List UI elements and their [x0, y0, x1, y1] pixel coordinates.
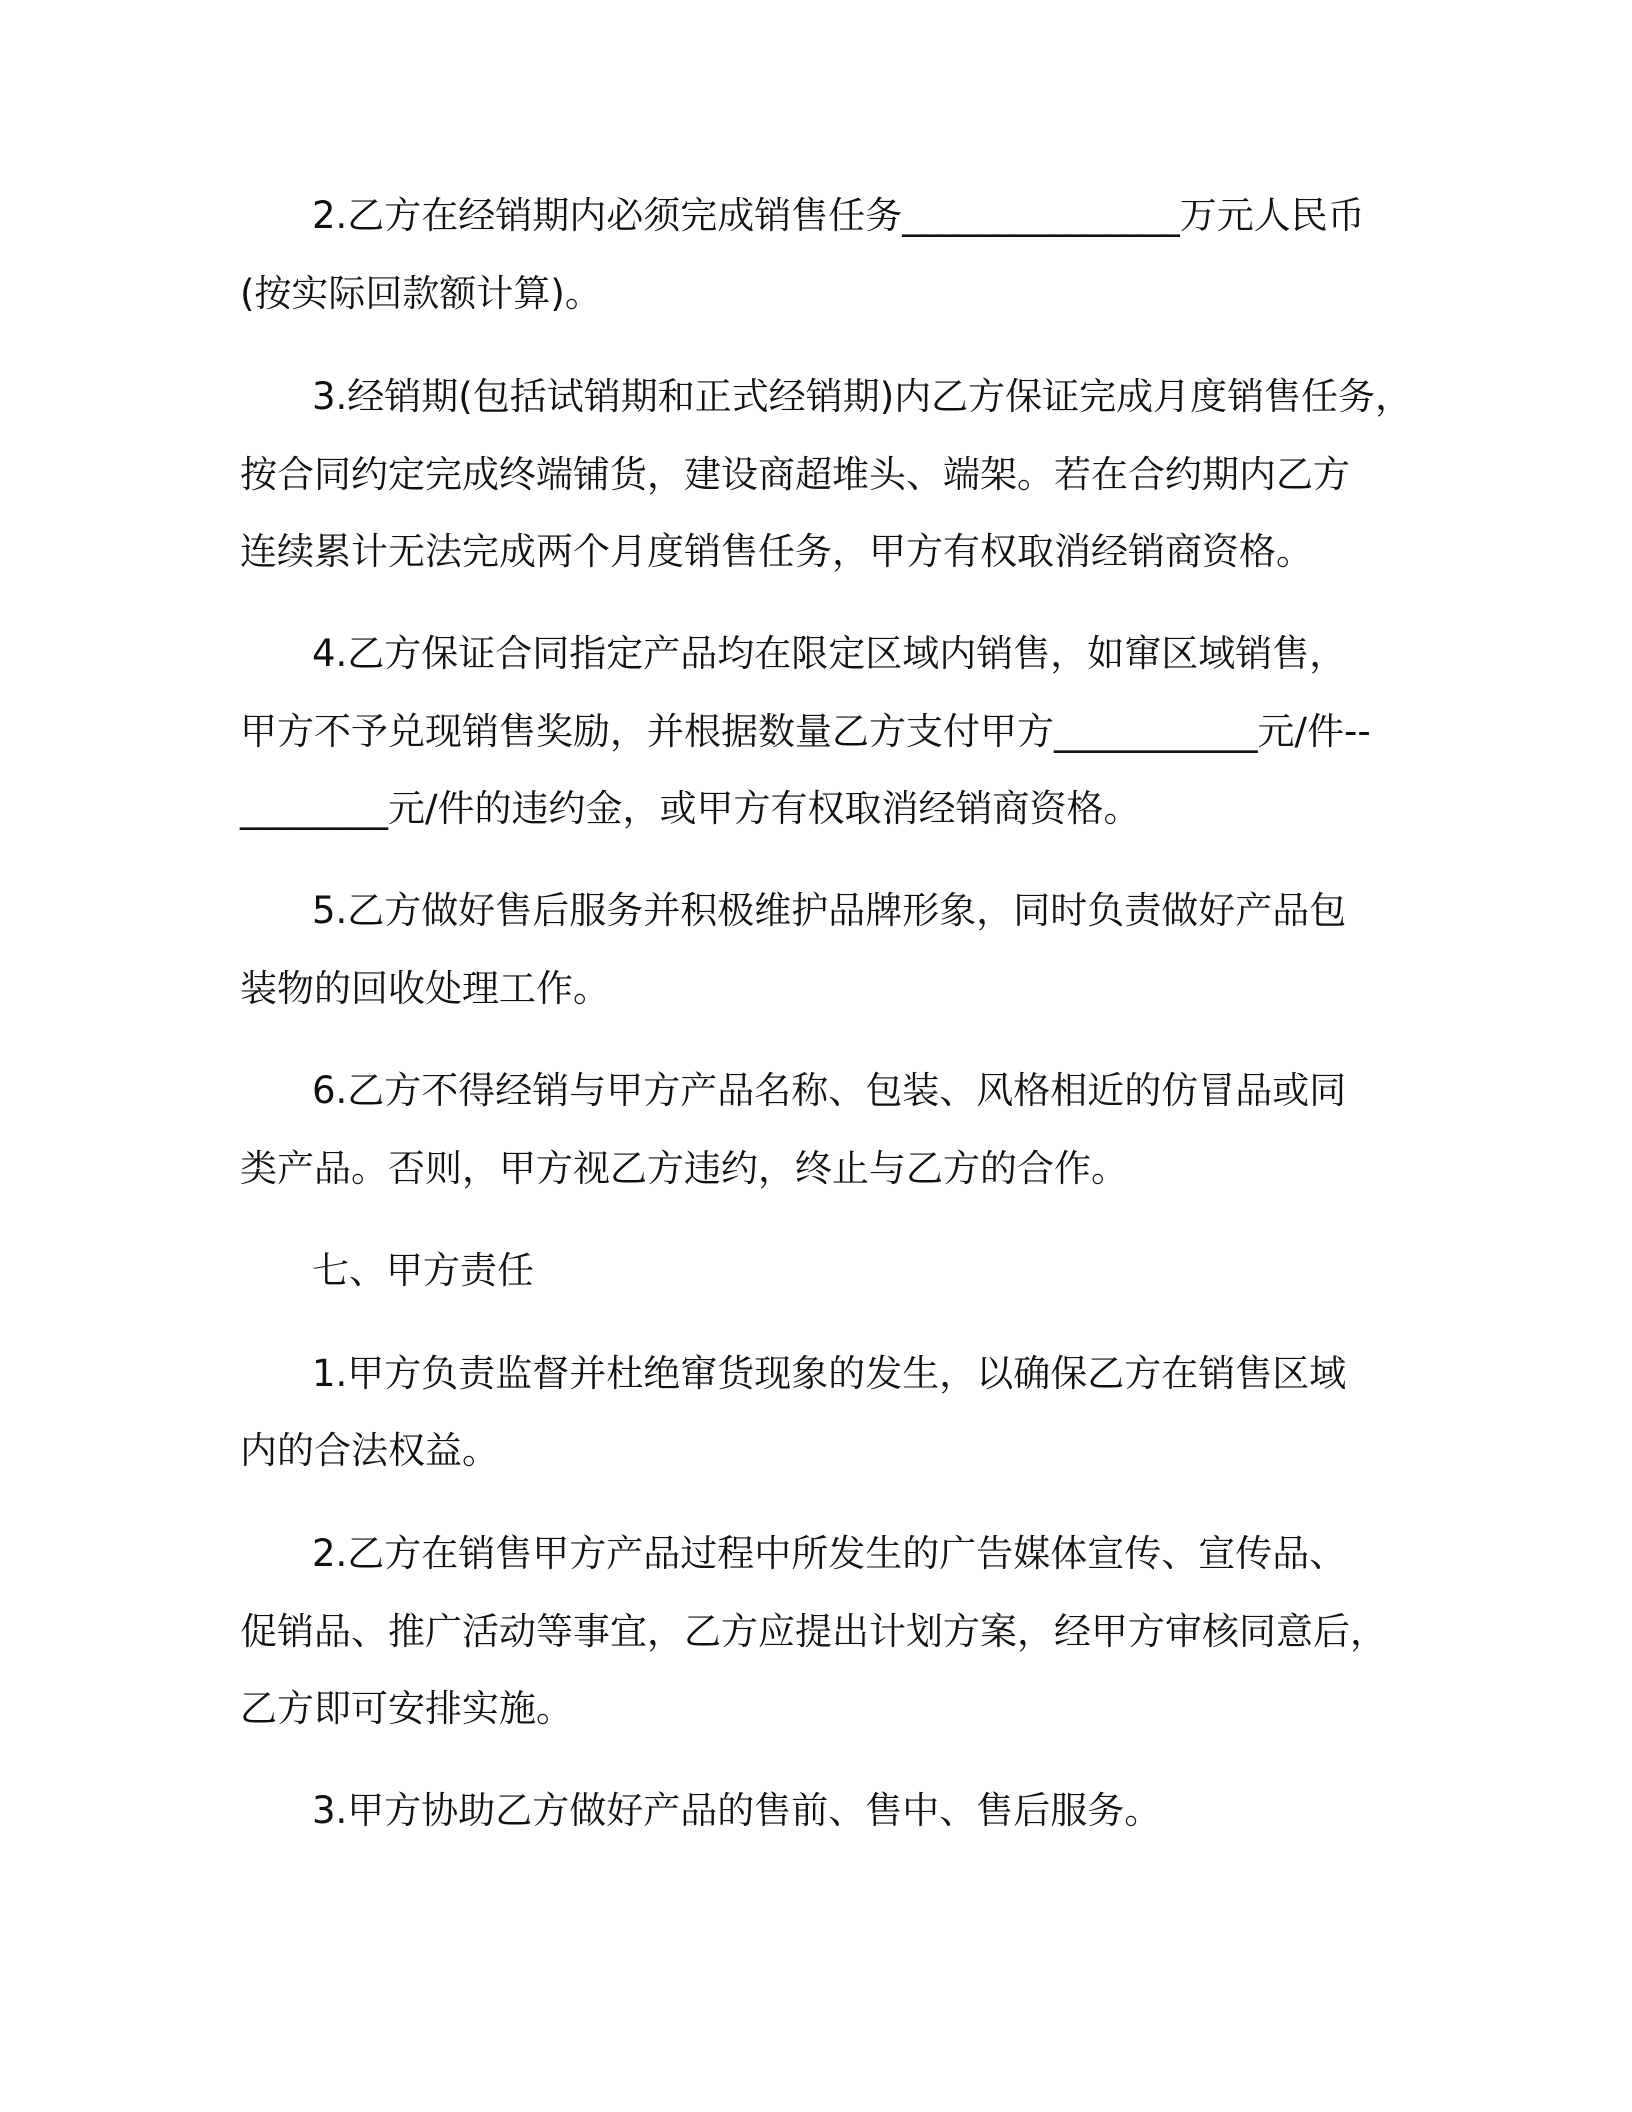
paragraph-3-line-1: 3.经销期(包括试销期和正式经销期)内乙方保证完成月度销售任务，: [312, 375, 1413, 418]
paragraph-4-line-3: ________元/件的违约金，或甲方有权取消经销商资格。: [240, 787, 1141, 830]
section-7-paragraph-2-line-3: 乙方即可安排实施。: [240, 1687, 573, 1730]
paragraph-6-line-2: 类产品。否则，甲方视乙方违约，终止与乙方的合作。: [240, 1147, 1128, 1190]
paragraph-3-line-2: 按合同约定完成终端铺货，建设商超堆头、端架。若在合约期内乙方: [240, 453, 1350, 496]
section-7-heading: 七、甲方责任: [312, 1249, 534, 1292]
section-7-paragraph-2-line-1: 2.乙方在销售甲方产品过程中所发生的广告媒体宣传、宣传品、: [312, 1532, 1347, 1575]
paragraph-3-line-3: 连续累计无法完成两个月度销售任务，甲方有权取消经销商资格。: [240, 530, 1313, 573]
paragraph-5-line-2: 装物的回收处理工作。: [240, 967, 610, 1010]
paragraph-4-line-2: 甲方不予兑现销售奖励，并根据数量乙方支付甲方___________元/件--: [240, 710, 1371, 753]
paragraph-5-line-1: 5.乙方做好售后服务并积极维护品牌形象，同时负责做好产品包: [312, 889, 1347, 932]
section-7-paragraph-1-line-2: 内的合法权益。: [240, 1429, 499, 1472]
paragraph-6-line-1: 6.乙方不得经销与甲方产品名称、包装、风格相近的仿冒品或同: [312, 1069, 1347, 1112]
section-7-paragraph-2-line-2: 促销品、推广活动等事宜，乙方应提出计划方案，经甲方审核同意后，: [240, 1610, 1387, 1653]
paragraph-2-line-2: (按实际回款额计算)。: [240, 272, 602, 315]
section-7-paragraph-1-line-1: 1.甲方负责监督并杜绝窜货现象的发生，以确保乙方在销售区域: [312, 1352, 1347, 1395]
paragraph-2-line-1: 2.乙方在经销期内必须完成销售任务_______________万元人民币: [312, 194, 1365, 237]
paragraph-4-line-1: 4.乙方保证合同指定产品均在限定区域内销售，如窜区域销售，: [312, 632, 1347, 675]
section-7-paragraph-3-line-1: 3.甲方协助乙方做好产品的售前、售中、售后服务。: [312, 1789, 1162, 1832]
